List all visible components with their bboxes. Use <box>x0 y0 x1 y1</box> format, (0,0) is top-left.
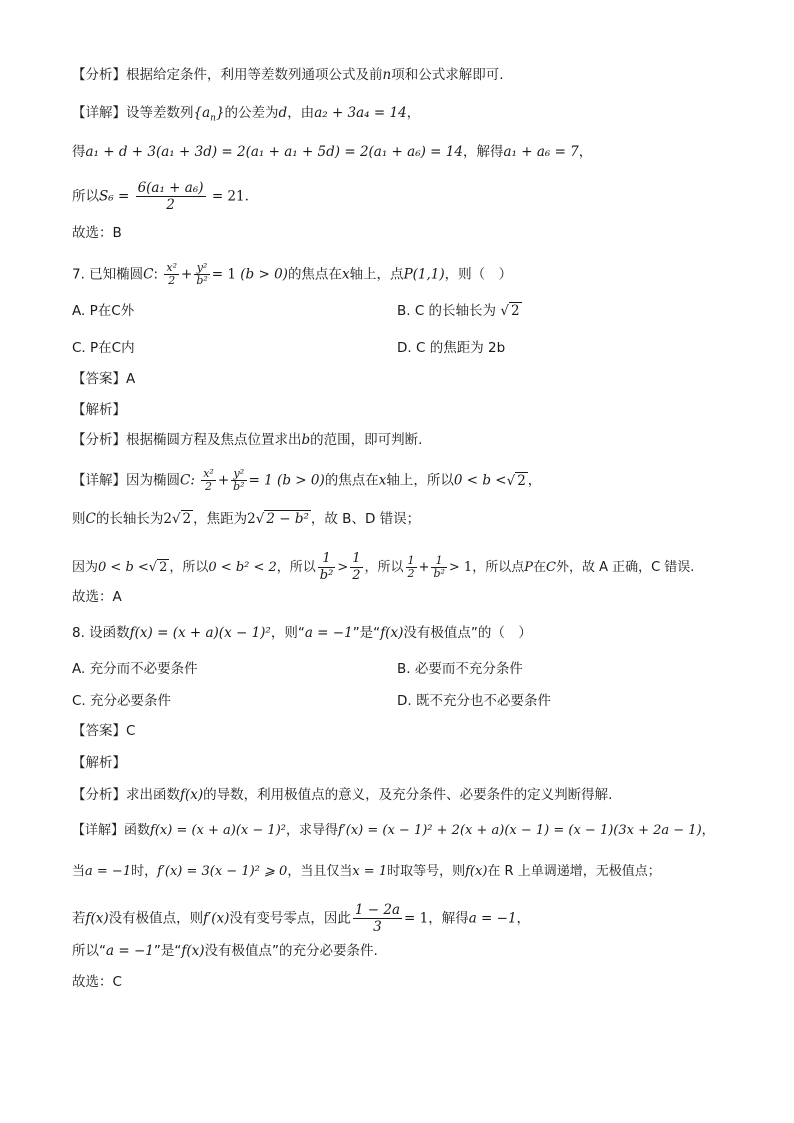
option-a[interactable]: A. P在C外 <box>72 303 135 319</box>
option-d[interactable]: D. C 的焦距为 2b <box>397 340 506 356</box>
answer-tag-line: 【答案】A <box>72 371 136 387</box>
question-8-stem: 8. 设函数f(x) = (x + a)(x − 1)²，则“a = −1”是“f(x)没有极值点”的（ ） <box>72 625 532 641</box>
detail-tag: 【详解】 <box>72 105 126 121</box>
explanation-tag-line: 【解析】 <box>72 402 126 418</box>
detail-line: 【详解】设等差数列$\{a_n\}$的公差为d，由a₂ + 3a₄ = 14， <box>72 105 421 124</box>
option-a[interactable]: A. 充分而不必要条件 <box>72 661 198 677</box>
detail-line-3: 因为0 < b <√ 2 ，所以0 < b² < 2，所以 $\frac{1}{\text{b²}}$ > $\frac{1}{2}$ ，所以 $\frac{1}{2}$ + $\frac{1}{\text{b²}}$ > 1，所以点P在C外，故 A 正确，C 错误. <box>72 551 695 583</box>
detail-line: 【详解】函数f(x) = (x + a)(x − 1)²，求导得f′(x) = (x − 1)² + 2(x + a)(x − 1) = (x − 1)(3x + 2a − 1)， <box>72 823 715 838</box>
detail-line-3: 若f(x)没有极值点，则f′(x)没有变号零点，因此 $\frac{1 - 2a}{3}$ = 1，解得a = −1， <box>72 902 531 935</box>
detail-line-2: 则C的长轴长为2√ 2 ，焦距为2√ 2 − b² ，故 B、D 错误； <box>72 511 421 527</box>
analysis-line: 【分析】根据椭圆方程及焦点位置求出b的范围，即可判断. <box>72 432 423 448</box>
detail-line-2: 当a = −1时，f′(x) = 3(x − 1)² ⩾ 0，当且仅当x = 1时取等号，则f(x)在 R 上单调递增，无极值点； <box>72 864 661 879</box>
option-c[interactable]: C. 充分必要条件 <box>72 693 172 709</box>
sum-line: 所以S₆ = $\frac{\text{6(a₁ + a₆)}}{2}$ = 21. <box>72 180 249 213</box>
option-b[interactable]: B. 必要而不充分条件 <box>397 661 523 677</box>
explanation-tag-line: 【解析】 <box>72 755 126 771</box>
fraction: $\frac{\text{6(a₁ + a₆)}}{2}$ <box>137 180 204 213</box>
answer-line: 故选：B <box>72 225 122 241</box>
question-7-stem: 7. 已知椭圆C: $\frac{\text{x²}}{2}$ + $\frac{\text{y²}}{\text{b²}}$ = 1 (b > 0)的焦点在x轴上，点P(1,1)，则（ ） <box>72 261 513 287</box>
detail-line: 【详解】因为椭圆C: $\frac{\text{x²}}{2}$ + $\frac{\text{y²}}{\text{b²}}$ = 1 (b > 0)的焦点在x轴上，所以0 < b <√ 2 ， <box>72 467 542 493</box>
answer-tag-line: 【答案】C <box>72 723 136 739</box>
option-d[interactable]: D. 既不充分也不必要条件 <box>397 693 551 709</box>
conclusion-line: 所以“a = −1”是“f(x)没有极值点”的充分必要条件. <box>72 943 378 959</box>
analysis-tag: 【分析】 <box>72 67 126 83</box>
option-b[interactable]: B. C 的长轴长为 √ 2 <box>397 303 520 319</box>
answer-line: 故选：A <box>72 589 122 605</box>
analysis-line: 【分析】根据给定条件，利用等差数列通项公式及前n项和公式求解即可. <box>72 67 504 83</box>
option-c[interactable]: C. P在C内 <box>72 340 135 356</box>
answer-line: 故选：C <box>72 974 122 990</box>
analysis-line: 【分析】求出函数f(x)的导数，利用极值点的意义，及充分条件、必要条件的定义判断得解. <box>72 787 613 803</box>
derivation-line: 得a₁ + d + 3(a₁ + 3d) = 2(a₁ + a₁ + 5d) = 2(a₁ + a₆) = 14，解得a₁ + a₆ = 7， <box>72 144 593 160</box>
